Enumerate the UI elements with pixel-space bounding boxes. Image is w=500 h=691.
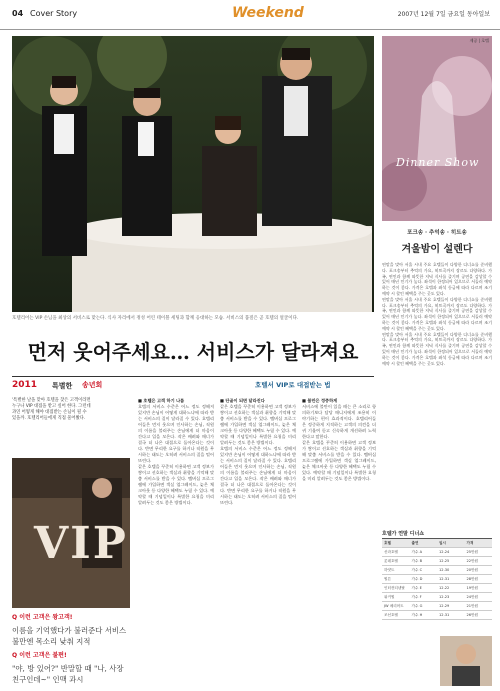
table-row	[382, 548, 492, 557]
dinner-table	[382, 538, 492, 620]
table-cell: 26만원	[466, 613, 479, 617]
divider	[12, 376, 374, 377]
table-cell: 21만원	[466, 604, 479, 608]
table-row	[382, 584, 492, 593]
table-header-cell: 출연	[411, 541, 419, 545]
table-cell: 조선호텔	[384, 613, 398, 617]
table-cell: 가수 H	[411, 613, 423, 617]
table-cell: 가수 D	[411, 577, 423, 581]
dinner-text-para: 연말을 맞아 서울 시내 주요 호텔들이 다양한 디너쇼를 준비했다. 포크송부터 추억의 가요, 히트곡까지 장르도 다양하다. 가족, 연인과 함께 따뜻한 저녁 식사를 즐기며 공연을 감상할 수 있어 매년 인기가 높다. 좌석이 한정되어 있으므로 서둘러 예약하는 것이 좋다. 가격은 호텔과 좌석 등급에 따라 다르며 조기 예약 시 할인 혜택을 주는 곳도 있다.	[382, 262, 492, 296]
table-cell: 12.22	[439, 586, 450, 590]
dinner-show-headline: 겨울밤이 설렌다	[401, 244, 473, 255]
table-cell: 가수 G	[411, 604, 423, 608]
table-cell: JW 메리어트	[384, 604, 404, 608]
table-cell: 22만원	[466, 559, 479, 563]
table-row	[382, 566, 492, 575]
column-subhead: ■ 불만은 정중하게	[302, 398, 338, 403]
table-cell: 가수 E	[411, 586, 422, 590]
table-cell: 하얏트	[384, 568, 395, 572]
table-cell: 12.25	[439, 559, 450, 563]
dinner-show-photo	[382, 36, 492, 221]
column-text: 호텔의 서비스 수준은 어느 정도 정해져 있지만 손님이 어떻게 대하느냐에 따라 받는 서비스의 질이 달라질 수 있다. 호텔리어들은 먼저 웃으며 인사하는 손님, 직원의 이름을 불러주는 손님에게 더 마음이 간다고 입을 모은다. 작은 배려와 매너가 결국 더 나은 대접으로 돌아온다는 것이다. 반면 무리한 요구를 하거나 직원을 무시하는 태도는 오히려 서비스의 질을 떨어뜨린다.	[138, 404, 214, 463]
table-header-row	[382, 539, 492, 548]
article-column-2	[220, 398, 296, 684]
table-cell: 인터컨티넨탈	[384, 586, 405, 590]
table-cell: 12.23	[439, 595, 450, 599]
dinner-text-para: 연말을 맞아 서울 시내 주요 호텔들이 다양한 디너쇼를 준비했다. 포크송부터 추억의 가요, 히트곡까지 장르도 다양하다. 가족, 연인과 함께 따뜻한 저녁 식사를 즐기며 공연을 감상할 수 있어 매년 인기가 높다. 좌석이 한정되어 있으므로 서둘러 예약하는 것이 좋다. 가격은 호텔과 좌석 등급에 따라 다르며 조기 예약 시 할인 혜택을 주는 곳도 있다.	[382, 296, 492, 331]
table-cell: 가수 A	[411, 550, 423, 554]
table-row	[382, 575, 492, 584]
vip-sign-text: VIP	[34, 518, 128, 569]
photo-credit: 제공 | 호텔	[469, 38, 489, 43]
qa-question: Q 이런 고객은 왕고객!	[12, 614, 73, 621]
table-header-cell: 호텔	[384, 541, 391, 545]
table-row	[382, 557, 492, 566]
column-text: 서비스에 불만이 있을 때는 큰 소리로 항의하기보다 담당 매니저에게 조용히 이야기하는 편이 효과적이다. 호텔리어들은 정중하게 지적하는 고객의 의견을 더 귀 기울여 듣고 신속하게 개선하려 노력한다고 말한다.	[302, 404, 376, 439]
column-text: 같은 호텔을 꾸준히 이용하면 고객 정보가 쌓이고 선호하는 객실과 취향을 기억해 맞춤 서비스를 받을 수 있다. 멤버십 프로그램에 가입하면 객실 업그레이드, 늦은 체크아웃 등 다양한 혜택도 누릴 수 있다. 예약할 때 기념일이나 특별한 요청을 미리 알려두는 것도 좋은 방법이다.	[138, 464, 214, 505]
dinner-text-para: 연말을 맞아 서울 시내 주요 호텔들이 다양한 디너쇼를 준비했다. 포크송부터 추억의 가요, 히트곡까지 장르도 다양하다. 가족, 연인과 함께 따뜻한 저녁 식사를 즐기며 공연을 감상할 수 있어 매년 인기가 높다. 좌석이 한정되어 있으므로 서둘러 예약하는 것이 좋다. 가격은 호텔과 좌석 등급에 따라 다르며 조기 예약 시 할인 혜택을 주는 곳도 있다.	[382, 331, 492, 366]
main-photo-caption: 호텔리어는 VIP 손님을 최상의 서비스로 맞는다. 식사 자리에서 정성 어린 테이블 세팅과 함께 응대하는 모습. 서비스의 품질은 곧 호텔의 얼굴이다.	[12, 316, 299, 321]
table-cell: 워커힐	[384, 595, 395, 599]
series-title: 특별한	[52, 382, 73, 390]
dateline: 2007년 12월 7일 금요일 동아일보	[397, 11, 490, 18]
table-cell: 힐튼	[384, 577, 391, 581]
column-subhead: ■ 호텔은 고객 하기 나름	[138, 398, 185, 403]
qa-answer: 이름을 기억했다가 불러준다 서비스 불만엔 목소리 낮춰 지적	[12, 626, 127, 646]
reporter-photo	[440, 636, 492, 686]
section-label: Cover Story	[30, 9, 78, 18]
table-cell: 12.24	[439, 550, 450, 554]
brand-logo	[232, 5, 304, 21]
table-cell: 롯데호텔	[384, 559, 398, 563]
table-header-cell: 일시	[439, 541, 446, 545]
table-cell: 20만원	[466, 568, 479, 572]
subheadline: 호텔서 VIP로 대접받는 법	[255, 381, 331, 389]
column-text: 같은 호텔을 꾸준히 이용하면 고객 정보가 쌓이고 선호하는 객실과 취향을 기억해 맞춤 서비스를 받을 수 있다. 멤버십 프로그램에 가입하면 객실 업그레이드, 늦은 체크아웃 등 다양한 혜택도 누릴 수 있다. 예약할 때 기념일이나 특별한 요청을 미리 알려두는 것도 좋은 방법이다.	[220, 404, 296, 445]
table-cell: 19만원	[466, 586, 479, 590]
table-cell: 가수 F	[411, 595, 422, 599]
page-header	[0, 0, 500, 30]
brand-text: Weekend	[232, 5, 304, 21]
qa-question: Q 이런 고객은 불편!	[12, 652, 67, 659]
series-number: 2011	[12, 380, 38, 390]
dinner-show-text	[382, 262, 492, 524]
column-text: 호텔의 서비스 수준은 어느 정도 정해져 있지만 손님이 어떻게 대하느냐에 따라 받는 서비스의 질이 달라질 수 있다. 호텔리어들은 먼저 웃으며 인사하는 손님, 직원의 이름을 불러주는 손님에게 더 마음이 간다고 입을 모은다. 작은 배려와 매너가 결국 더 나은 대접으로 돌아온다는 것이다. 반면 무리한 요구를 하거나 직원을 무시하는 태도는 오히려 서비스의 질을 떨어뜨린다.	[220, 446, 296, 505]
qa-answer: "야, 방 있어?" 반말할 때 "나, 사장 친구인데~" 인맥 과시	[12, 664, 124, 684]
qa-block-1	[12, 612, 132, 647]
dinner-show-title: Dinner Show	[396, 156, 480, 169]
qa-block-2	[12, 650, 132, 685]
table-cell: 24만원	[466, 595, 479, 599]
table-cell: 12.30	[439, 568, 450, 572]
table-cell: 12.29	[439, 604, 450, 608]
table-cell: 28만원	[466, 577, 479, 581]
page-number: 04	[12, 9, 24, 18]
table-cell: 신라호텔	[384, 550, 398, 554]
column-text: 같은 호텔을 꾸준히 이용하면 고객 정보가 쌓이고 선호하는 객실과 취향을 기억해 맞춤 서비스를 받을 수 있다. 멤버십 프로그램에 가입하면 객실 업그레이드, 늦은 체크아웃 등 다양한 혜택도 누릴 수 있다. 예약할 때 기념일이나 특별한 요청을 미리 알려두는 것도 좋은 방법이다.	[302, 440, 376, 481]
column-subhead: ■ 단골이 되면 달라진다	[220, 398, 265, 403]
vip-photo	[12, 458, 130, 608]
lede-text: '특별한 날을 맞아 호텔을 찾은 고객이라면 누구나 VIP 대접을 받고 싶어 한다. 그런데 과연 어떻게 해야 대접받는 손님이 될 수 있을까. 호텔리어들에게 직접 물어봤다.	[12, 398, 91, 421]
table-header-cell: 가격	[466, 541, 474, 545]
series-subtitle: 송년회	[82, 381, 103, 389]
table-cell: 가수 B	[411, 559, 423, 563]
table-row	[382, 611, 492, 620]
table-cell: 가수 C	[411, 568, 423, 572]
table-cell: 12.31	[439, 577, 450, 581]
article-column-1	[138, 398, 214, 684]
table-row	[382, 593, 492, 602]
article-column-3	[302, 398, 376, 684]
table-cell: 12.31	[439, 613, 450, 617]
dinner-table-title: 호텔가 연말 디너쇼	[382, 531, 425, 537]
series-label	[12, 380, 132, 394]
table-row	[382, 602, 492, 611]
main-photo	[12, 36, 374, 312]
dinner-show-genres: 포크송 · 추억송 · 히트송	[407, 230, 467, 236]
headline: 먼저 웃어주세요… 서비스가 달라져요	[27, 340, 359, 364]
table-cell: 25만원	[466, 550, 479, 554]
